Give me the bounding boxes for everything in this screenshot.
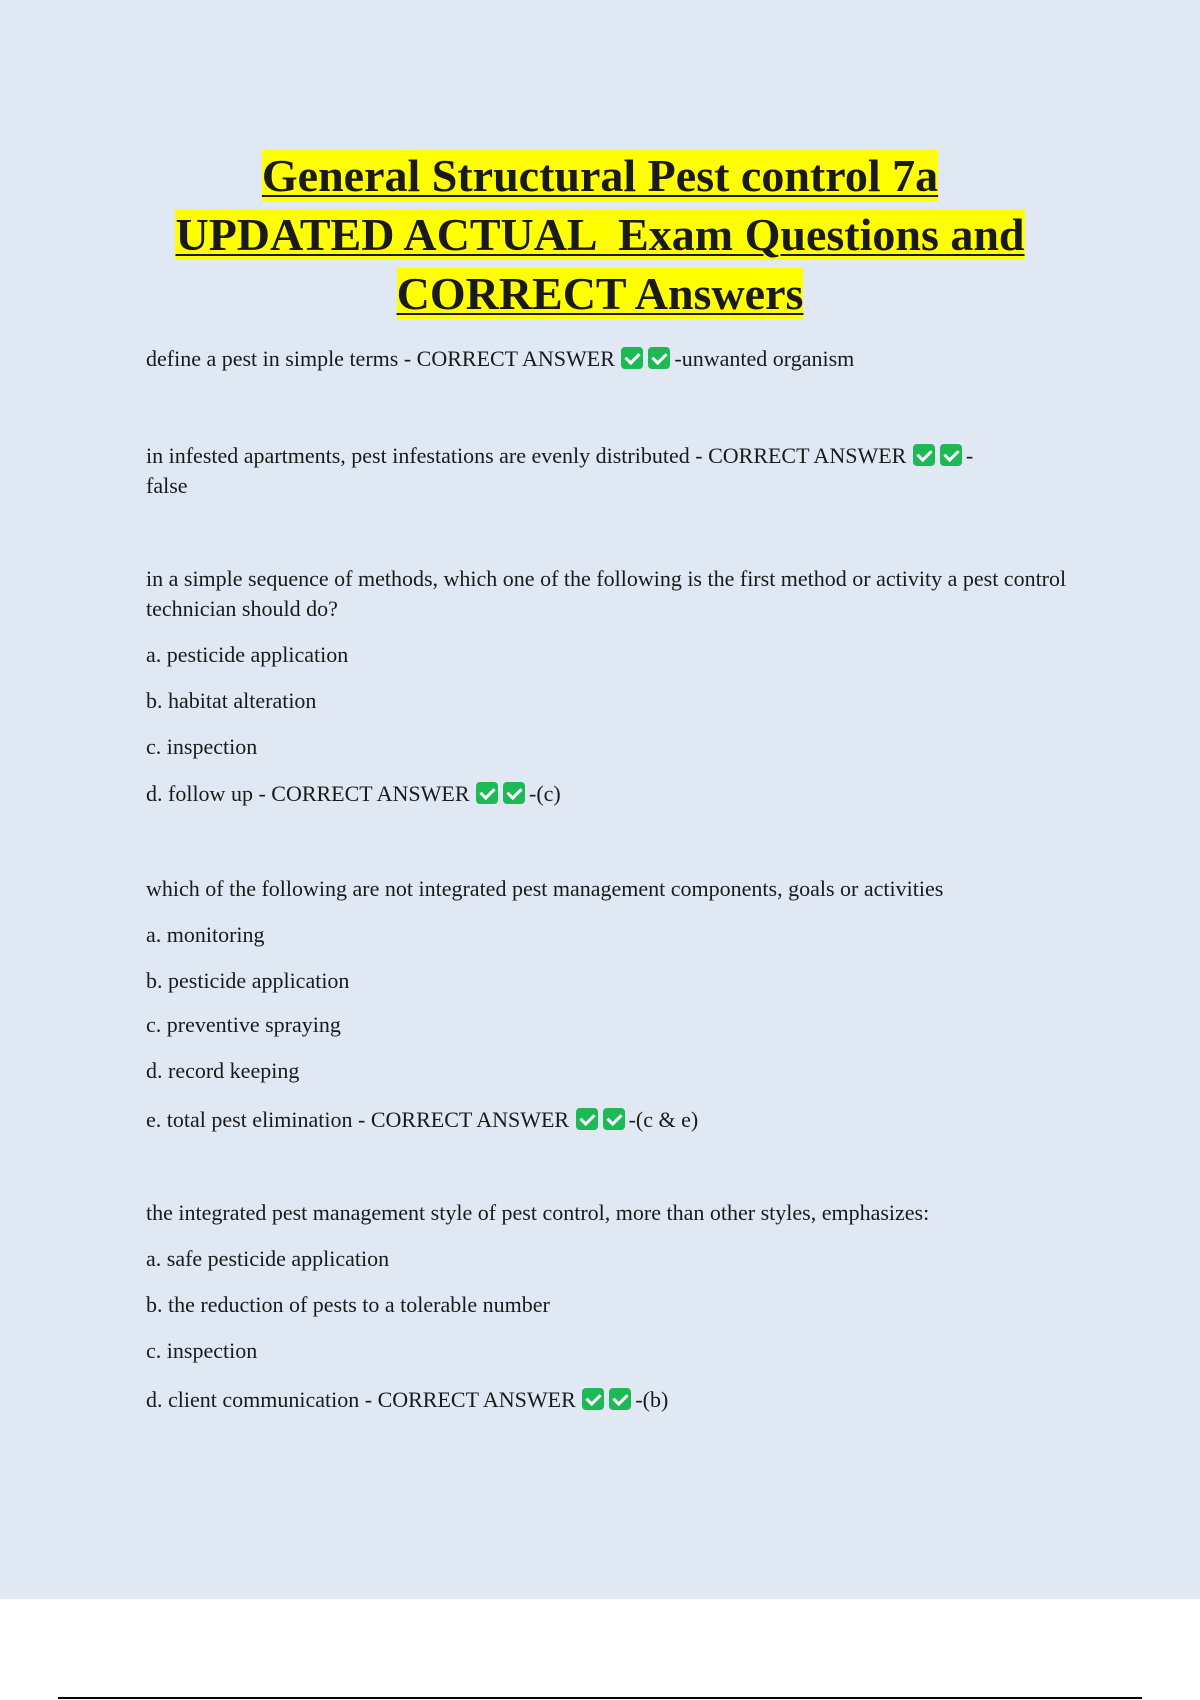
title-line-1: General Structural Pest control 7a — [261, 150, 939, 201]
question-2 — [146, 441, 1086, 501]
title-line-3: CORRECT Answers — [396, 268, 804, 319]
answer-label: CORRECT ANSWER — [708, 443, 907, 468]
option: c. inspection — [146, 1338, 258, 1363]
question-4 — [146, 874, 1086, 904]
green-check-icon — [582, 1388, 604, 1410]
option: a. pesticide application — [146, 642, 349, 667]
option-with-answer — [146, 779, 1086, 809]
answer-text: -(c) — [529, 781, 561, 806]
question-text: define a pest in simple terms - — [146, 346, 417, 371]
option: b. pesticide application — [146, 968, 350, 993]
option-text: d. client communication - — [146, 1387, 378, 1412]
option: c. inspection — [146, 734, 258, 759]
answer-label: CORRECT ANSWER — [370, 1107, 570, 1132]
question-text: the integrated pest management style of pest control, more than other styles, emphasizes: — [146, 1200, 930, 1225]
question-text: in infested apartments, pest infestations are evenly distributed - — [146, 443, 709, 468]
footer-divider — [58, 1697, 1142, 1699]
option: b. habitat alteration — [146, 688, 317, 713]
question-1 — [146, 344, 1086, 374]
question-3 — [146, 564, 1086, 624]
option-with-answer — [146, 1385, 1086, 1415]
answer-text: -(c & e) — [628, 1107, 699, 1132]
question-text: in a simple sequence of methods, which one of the following is the first method or activity a pest control technician should do? — [146, 566, 1067, 621]
answer-text: false — [146, 473, 188, 498]
answer-text: -(b) — [635, 1387, 669, 1412]
question-5 — [146, 1198, 1086, 1228]
question-text: which of the following are not integrated pest management components, goals or activities — [146, 876, 944, 901]
answer-label: CORRECT ANSWER — [416, 346, 615, 371]
green-check-icon — [603, 1108, 625, 1130]
option: c. preventive spraying — [146, 1012, 341, 1037]
green-check-icon — [940, 444, 962, 466]
option: d. record keeping — [146, 1058, 300, 1083]
answer-label: CORRECT ANSWER — [271, 781, 470, 806]
green-check-icon — [576, 1108, 598, 1130]
questions-list — [146, 340, 1086, 1415]
answer-dash: - — [965, 443, 974, 468]
green-check-icon — [609, 1388, 631, 1410]
green-check-icon — [503, 782, 525, 804]
green-check-icon — [621, 347, 643, 369]
option-text: d. follow up - — [146, 781, 272, 806]
green-check-icon — [648, 347, 670, 369]
green-check-icon — [913, 444, 935, 466]
option-text: e. total pest elimination - — [146, 1107, 371, 1132]
green-check-icon — [476, 782, 498, 804]
answer-label: CORRECT ANSWER — [377, 1387, 576, 1412]
option: b. the reduction of pests to a tolerable number — [146, 1292, 550, 1317]
document-title — [100, 146, 1100, 323]
option: a. monitoring — [146, 922, 265, 947]
answer-text: -unwanted organism — [674, 346, 855, 371]
title-line-2: UPDATED ACTUAL Exam Questions and — [175, 209, 1025, 260]
option-with-answer — [146, 1105, 1086, 1135]
option: a. safe pesticide application — [146, 1246, 390, 1271]
